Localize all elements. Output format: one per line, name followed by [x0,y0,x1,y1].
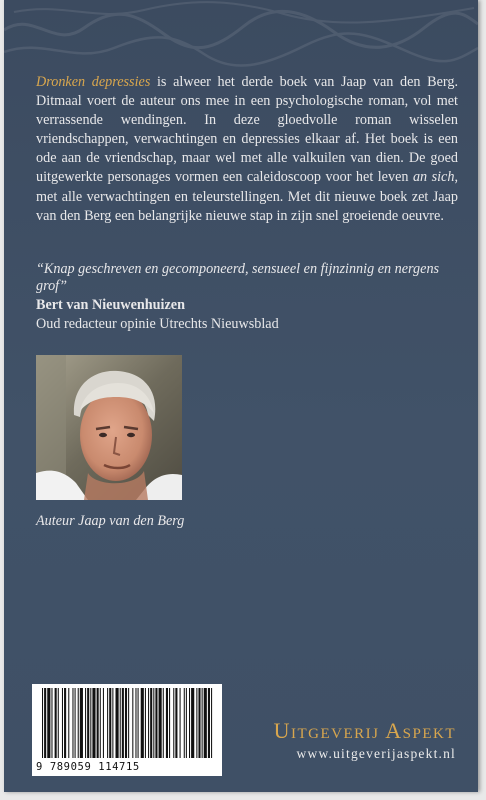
barcode-bar [138,688,139,758]
barcode-bar [109,688,111,758]
barcode-bar [97,688,99,758]
barcode-bar [128,688,129,758]
barcode-bar [58,688,59,758]
barcode-bar [169,688,170,758]
book-title: Dronken depressies [36,74,151,90]
barcode-bar [204,688,207,758]
barcode-bar [42,688,43,758]
barcode-bar [75,688,76,758]
barcode-bar [175,688,177,758]
barcode-bar [100,688,101,758]
barcode-bar [80,688,83,758]
barcode-bar [103,688,104,758]
photo-caption: Auteur Jaap van den Berg [36,513,185,529]
barcode-bars [32,684,222,760]
barcode-bar [64,688,66,758]
barcode-bar [78,688,79,758]
barcode-bar [184,688,185,758]
barcode-bar [145,688,146,758]
barcode-bar [90,688,91,758]
barcode-bar [141,688,144,758]
blurb-emphasis: an sich [412,169,455,186]
barcode-bar [180,688,181,758]
book-back-cover [4,0,478,792]
barcode-bar [189,688,190,758]
barcode-bar [122,688,124,758]
barcode-bar [163,688,164,758]
barcode-bar [211,688,212,758]
publisher-url: www.uitgeverijaspekt.nl [296,746,456,761]
barcode-bar [72,688,73,758]
barcode-bar [150,688,152,758]
barcode-bar [107,688,108,758]
barcode-bar [85,688,86,758]
barcode-bar [208,688,210,758]
barcode-bar [62,688,63,758]
barcode-bar [51,688,52,758]
review-quote: “Knap geschreven en gecomponeerd, sensueel en fijnzinnig en nergens grof” [36,261,440,294]
blurb-text-part2: , met alle verwachtingen en teleurstellingen. Met dit nieuwe boek zet Jaap van den Berg een belangrijke nieuwe stap in zijn snel groeiende oeuvre. [36,169,458,224]
barcode-bar [148,688,149,758]
barcode-bar [55,688,57,758]
barcode-bar [173,688,174,758]
blurb-text-part1: is alweer het derde boek van Jaap van den Berg. Ditmaal voert de auteur ons mee in een psychologische roman, vol met verrassende wendingen. In deze gloedvolle roman wisselen vriendschappen, verwachtingen en depressies elkaar af. Het boek is een ode aan de vriendschap, maar wel met alle valkuilen van dien. De goed uitgewerkte personages vormen een caleidoscoop voor het leven [36,74,458,186]
isbn-number: 9 789059 114715 [36,761,140,773]
barcode-bar [120,688,121,758]
isbn-barcode [32,684,222,776]
publisher-name: Uitgeverij Aspekt [273,718,456,743]
barcode-bar [198,688,200,758]
barcode-bar [155,688,157,758]
author-portrait-image [36,355,182,500]
barcode-bar [186,688,187,758]
barcode-bar [116,688,119,758]
barcode-bar [47,688,50,758]
barcode-bar [196,688,197,758]
decorative-script-pattern [4,0,478,70]
author-photo [36,355,182,500]
barcode-bar [132,688,133,758]
barcode-bar [112,688,113,758]
barcode-bar [191,688,194,758]
barcode-bar [153,688,154,758]
barcode-bar [92,688,95,758]
barcode-bar [87,688,89,758]
back-cover-blurb [36,73,458,226]
reviewer-name: Bert van Nieuwenhuizen [36,297,185,313]
barcode-bar [135,688,136,758]
barcode-bar [202,688,203,758]
barcode-bar [159,688,162,758]
barcode-bar [125,688,127,758]
reviewer-role: Oud redacteur opinie Utrechts Nieuwsblad [36,316,279,332]
barcode-bar [166,688,168,758]
barcode-bar [44,688,46,758]
barcode-bar [68,688,69,758]
